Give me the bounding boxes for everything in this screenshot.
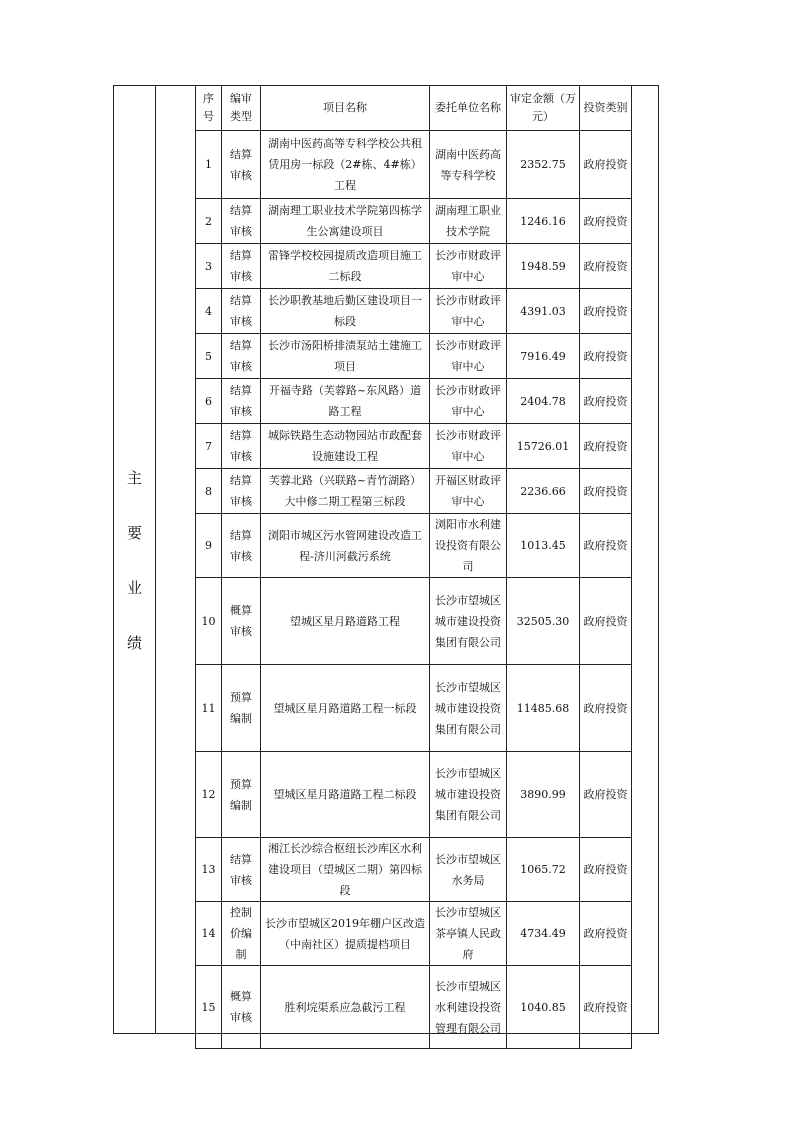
cell-name: 湖南理工职业技术学院第四栋学生公寓建设项目 [261,199,430,244]
cell-seq: 10 [196,578,222,665]
cell-amount: 1013.45 [507,514,580,578]
table-row [196,752,632,838]
cell-name: 长沙市望城区2019年棚户区改造（中南社区）提质提档项目 [261,902,430,966]
table-row [196,469,632,514]
cell-category: 政府投资 [580,334,632,379]
cell-amount: 32505.30 [507,578,580,665]
table-row [196,334,632,379]
cell-client: 长沙市财政评审中心 [430,289,507,334]
cell-client: 长沙市财政评审中心 [430,424,507,469]
section-label-char: 业 [126,578,142,597]
cell-client: 长沙市财政评审中心 [430,334,507,379]
cell-client: 长沙市望城区水利建设投资管理有限公司 [430,966,507,1049]
cell-type: 控制价编制 [222,902,261,966]
cell-name: 胜利垸渠系应急截污工程 [261,966,430,1049]
cell-amount: 2236.66 [507,469,580,514]
cell-type: 预算编制 [222,665,261,752]
cell-name: 湖南中医药高等专科学校公共租赁用房一标段（2#栋、4#栋）工程 [261,131,430,199]
cell-category: 政府投资 [580,838,632,902]
cell-category: 政府投资 [580,752,632,838]
cell-name: 湘江长沙综合枢纽长沙库区水利建设项目（望城区二期）第四标段 [261,838,430,902]
table-row [196,424,632,469]
cell-category: 政府投资 [580,379,632,424]
cell-name: 城际铁路生态动物园站市政配套设施建设工程 [261,424,430,469]
cell-seq: 13 [196,838,222,902]
cell-amount: 1246.16 [507,199,580,244]
cell-client: 长沙市望城区茶亭镇人民政府 [430,902,507,966]
cell-amount: 11485.68 [507,665,580,752]
cell-type: 结算审核 [222,469,261,514]
cell-amount: 4391.03 [507,289,580,334]
cell-seq: 3 [196,244,222,289]
table-row [196,578,632,665]
cell-amount: 2352.75 [507,131,580,199]
cell-client: 长沙市望城区城市建设投资集团有限公司 [430,665,507,752]
cell-type: 结算审核 [222,199,261,244]
cell-amount: 1948.59 [507,244,580,289]
cell-category: 政府投资 [580,902,632,966]
header-category: 投资类别 [580,86,632,131]
cell-category: 政府投资 [580,966,632,1049]
cell-amount: 7916.49 [507,334,580,379]
cell-name: 雷锋学校校园提质改造项目施工二标段 [261,244,430,289]
cell-category: 政府投资 [580,289,632,334]
cell-type: 结算审核 [222,289,261,334]
cell-client: 长沙市望城区城市建设投资集团有限公司 [430,578,507,665]
cell-amount: 1065.72 [507,838,580,902]
cell-type: 结算审核 [222,244,261,289]
column-divider [155,86,156,1033]
table-row [196,199,632,244]
header-type: 编审类型 [222,86,261,131]
cell-amount: 3890.99 [507,752,580,838]
cell-client: 长沙市财政评审中心 [430,244,507,289]
cell-category: 政府投资 [580,244,632,289]
cell-type: 概算审核 [222,966,261,1049]
table-header-row [196,86,632,131]
cell-amount: 4734.49 [507,902,580,966]
section-label-char: 主 [126,468,142,487]
cell-name: 开福寺路（芙蓉路~东风路）道路工程 [261,379,430,424]
cell-client: 开福区财政评审中心 [430,469,507,514]
cell-client: 浏阳市水利建设投资有限公司 [430,514,507,578]
cell-name: 望城区星月路道路工程二标段 [261,752,430,838]
cell-name: 望城区星月路道路工程 [261,578,430,665]
cell-type: 结算审核 [222,379,261,424]
cell-amount: 15726.01 [507,424,580,469]
section-label-main-achievements [114,86,155,1033]
cell-client: 长沙市财政评审中心 [430,379,507,424]
cell-name: 望城区星月路道路工程一标段 [261,665,430,752]
cell-type: 结算审核 [222,131,261,199]
cell-category: 政府投资 [580,469,632,514]
table-row [196,244,632,289]
cell-client: 湖南理工职业技术学院 [430,199,507,244]
table-row [196,514,632,578]
header-client: 委托单位名称 [430,86,507,131]
cell-name: 芙蓉北路（兴联路~青竹湖路）大中修二期工程第三标段 [261,469,430,514]
table-row [196,902,632,966]
cell-seq: 11 [196,665,222,752]
cell-type: 结算审核 [222,838,261,902]
cell-seq: 14 [196,902,222,966]
table-row [196,966,632,1049]
cell-category: 政府投资 [580,199,632,244]
cell-type: 结算审核 [222,424,261,469]
header-seq: 序号 [196,86,222,131]
cell-seq: 12 [196,752,222,838]
cell-type: 结算审核 [222,514,261,578]
cell-seq: 15 [196,966,222,1049]
cell-seq: 1 [196,131,222,199]
cell-seq: 5 [196,334,222,379]
achievements-table [195,85,632,1049]
cell-client: 长沙市望城区水务局 [430,838,507,902]
cell-amount: 1040.85 [507,966,580,1049]
table-row [196,289,632,334]
cell-category: 政府投资 [580,424,632,469]
header-name: 项目名称 [261,86,430,131]
table-row [196,131,632,199]
table-row [196,665,632,752]
cell-type: 预算编制 [222,752,261,838]
section-label-char: 要 [126,523,142,542]
header-amount: 审定金额（万元） [507,86,580,131]
cell-amount: 2404.78 [507,379,580,424]
cell-seq: 4 [196,289,222,334]
cell-category: 政府投资 [580,514,632,578]
cell-category: 政府投资 [580,578,632,665]
cell-seq: 2 [196,199,222,244]
cell-seq: 6 [196,379,222,424]
cell-name: 浏阳市城区污水管网建设改造工程-济川河截污系统 [261,514,430,578]
cell-category: 政府投资 [580,665,632,752]
cell-client: 长沙市望城区城市建设投资集团有限公司 [430,752,507,838]
cell-seq: 8 [196,469,222,514]
cell-name: 长沙市汤阳桥排渍泵站土建施工项目 [261,334,430,379]
cell-category: 政府投资 [580,131,632,199]
cell-client: 湖南中医药高等专科学校 [430,131,507,199]
document-frame [113,85,659,1034]
table-row [196,838,632,902]
section-label-char: 绩 [126,633,142,652]
table-row [196,379,632,424]
cell-type: 结算审核 [222,334,261,379]
cell-seq: 7 [196,424,222,469]
cell-name: 长沙职教基地后勤区建设项目一标段 [261,289,430,334]
cell-seq: 9 [196,514,222,578]
cell-type: 概算审核 [222,578,261,665]
